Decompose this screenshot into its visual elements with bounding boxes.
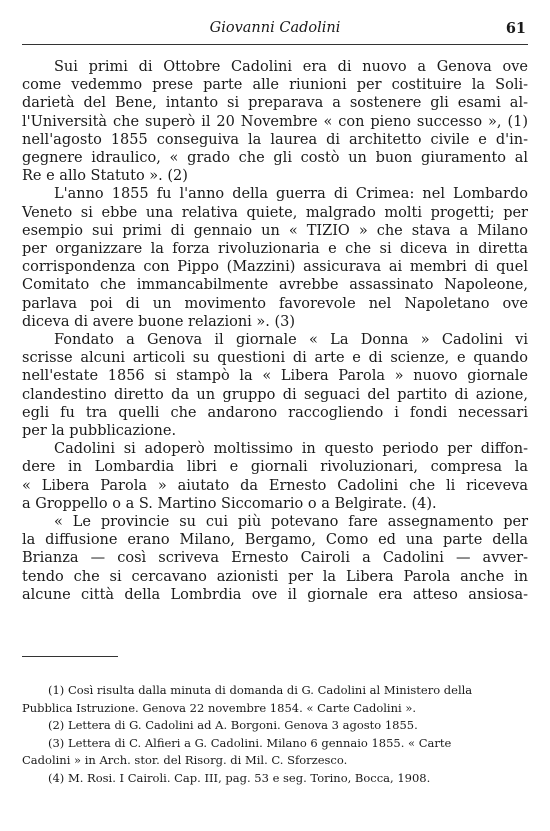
paragraph-4 <box>22 440 528 513</box>
text-line: L'anno 1855 fu l'anno della guerra di Crimea: nel Lombardo <box>54 186 528 203</box>
text-line: nell'agosto 1855 conseguiva la laurea di architetto civile e d'in- <box>22 131 528 148</box>
footnote-line: Cadolini » in Arch. stor. del Risorg. di Mil. C. Sforzesco. <box>22 753 348 768</box>
paragraph-3 <box>22 331 528 440</box>
text-line: per organizzare la forza rivoluzionaria e che si diceva in diretta <box>22 241 528 258</box>
text-line: alcune città della Lombrdia ove il giornale era atteso ansiosa- <box>22 586 528 603</box>
text-line: corrispondenza con Pippo (Mazzini) assicurava ai membri di quel <box>22 259 528 276</box>
text-line: Fondato a Genova il giornale « La Donna » Cadolini vi <box>54 332 528 349</box>
text-line: Cadolini si adoperò moltissimo in questo periodo per diffon- <box>54 441 528 458</box>
text-line: la diffusione erano Milano, Bergamo, Como ed una parte della <box>22 532 528 549</box>
text-line: come vedemmo prese parte alle riunioni per costituire la Soli- <box>22 77 528 94</box>
footnote-line: (4) M. Rosi. I Cairoli. Cap. III, pag. 53 e seg. Torino, Bocca, 1908. <box>48 770 431 785</box>
paragraph-2 <box>22 185 528 331</box>
footnote-line: (3) Lettera di C. Alfieri a G. Cadolini. Milano 6 gennaio 1855. « Carte <box>48 735 452 750</box>
text-line: Comitato che immancabilmente avrebbe assassinato Napoleone, <box>22 277 528 294</box>
text-line: darietà del Bene, intanto si preparava a sostenere gli esami al- <box>22 95 528 112</box>
text-line: Brianza — così scriveva Ernesto Cairoli a Cadolini — avver- <box>22 550 528 567</box>
running-title: Giovanni Cadolini <box>209 20 341 36</box>
text-line: scrisse alcuni articoli su questioni di arte e di scienze, e quando <box>22 350 528 367</box>
text-line: Re e allo Statuto ». (2) <box>22 168 188 185</box>
text-line: parlava poi di un movimento favorevole nel Napoletano ove <box>22 295 528 312</box>
page-number: 61 <box>505 20 526 37</box>
text-line: nell'estate 1856 si stampò la « Libera Parola » nuovo giornale <box>22 368 528 385</box>
text-line: gegnere idraulico, « grado che gli costò un buon giuramento al <box>22 150 528 167</box>
footnote-line: Pubblica Istruzione. Genova 22 novembre 1854. « Carte Cadolini ». <box>22 700 417 715</box>
running-header <box>22 14 528 45</box>
paragraph-1 <box>22 58 528 185</box>
text-line: « Libera Parola » aiutato da Ernesto Cadolini che li riceveva <box>22 477 528 494</box>
text-line: diceva di avere buone relazioni ». (3) <box>22 313 296 330</box>
text-line: egli fu tra quelli che andarono raccogliendo i fondi necessari <box>22 404 528 421</box>
text-line: « Le provincie su cui più potevano fare assegnamento per <box>54 514 528 531</box>
text-line: Sui primi di Ottobre Cadolini era di nuovo a Genova ove <box>54 59 528 75</box>
footnote-line: (1) Così risulta dalla minuta di domanda di G. Cadolini al Ministero della <box>48 683 473 697</box>
text-line: dere in Lombardia libri e giornali rivoluzionari, compresa la <box>22 459 528 476</box>
footnote-line: (2) Lettera di G. Cadolini ad A. Borgoni. Genova 3 agosto 1855. <box>48 718 418 733</box>
text-line: tendo che si cercavano azionisti per la Libera Parola anche in <box>22 568 528 585</box>
body-text <box>22 58 528 604</box>
text-line: esempio sui primi di gennaio un « TIZIO » che stava a Milano <box>22 222 528 239</box>
text-line: clandestino diretto da un gruppo di seguaci del partito di azione, <box>22 386 528 403</box>
text-line: l'Università che superò il 20 Novembre « con pieno successo », (1) <box>22 113 528 130</box>
text-line: per la pubblicazione. <box>22 423 177 440</box>
footnotes <box>22 682 528 788</box>
footnote-divider <box>22 656 118 657</box>
paragraph-5 <box>22 513 528 604</box>
text-line: a Groppello o a S. Martino Siccomario o a Belgirate. (4). <box>22 495 437 512</box>
text-line: Veneto si ebbe una relativa quiete, malgrado molti progetti; per <box>22 204 528 221</box>
